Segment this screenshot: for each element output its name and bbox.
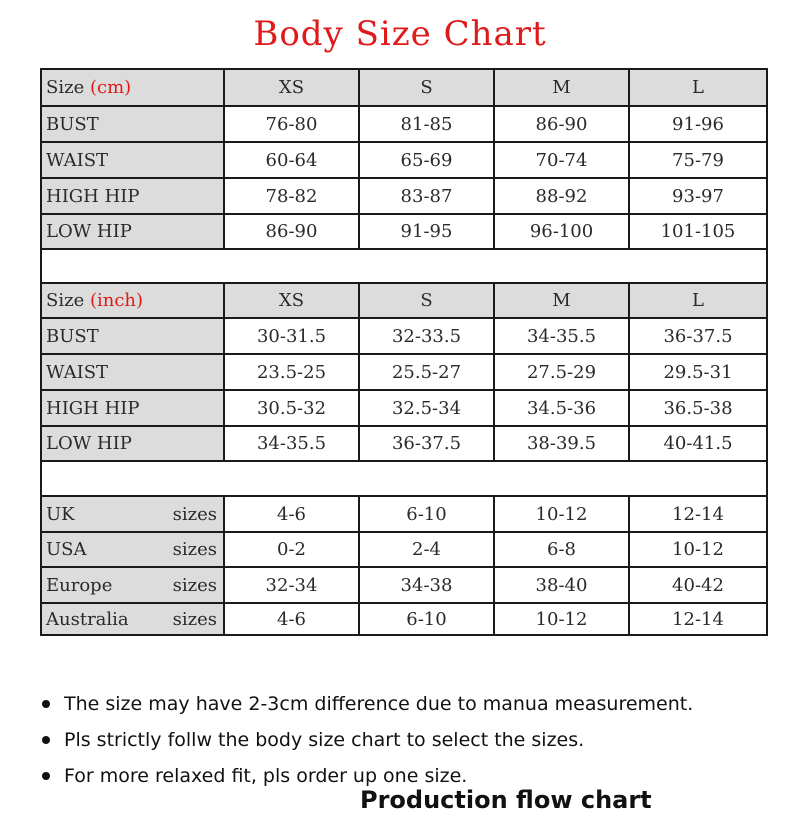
row-label: LOW HIP <box>42 427 225 460</box>
region-suffix: sizes <box>172 539 217 560</box>
table-cell: 65-69 <box>360 143 495 177</box>
table-cell: 10-12 <box>495 604 630 634</box>
table-row <box>42 497 766 531</box>
table-cell: 0-2 <box>225 533 360 566</box>
table-row <box>42 604 766 634</box>
inch-size-label-cell <box>42 284 225 317</box>
cm-col-l: L <box>630 70 766 105</box>
table-cell: 30.5-32 <box>225 391 360 425</box>
table-cell: 6-8 <box>495 533 630 566</box>
inch-col-l: L <box>630 284 766 317</box>
chart-title: Body Size Chart <box>253 14 547 54</box>
list-item <box>40 722 780 758</box>
table-cell: 91-96 <box>630 107 766 141</box>
region-suffix: sizes <box>172 503 217 525</box>
table-cell: 25.5-27 <box>360 355 495 389</box>
table-cell: 34-35.5 <box>225 427 360 460</box>
region-label-cell <box>42 568 225 602</box>
note-text: Pls strictly follw the body size chart to select the sizes. <box>64 729 585 751</box>
table-row <box>42 215 766 248</box>
region-name: UK <box>46 503 75 525</box>
inch-size-label: Size <box>46 290 85 311</box>
table-cell: 12-14 <box>630 604 766 634</box>
table-cell: 86-90 <box>495 107 630 141</box>
table-cell: 83-87 <box>360 179 495 213</box>
region-label-cell <box>42 604 225 634</box>
table-cell: 32-34 <box>225 568 360 602</box>
table-cell: 12-14 <box>630 497 766 531</box>
table-row <box>42 568 766 602</box>
row-label: HIGH HIP <box>42 179 225 213</box>
table-cell: 34-38 <box>360 568 495 602</box>
table-cell: 29.5-31 <box>630 355 766 389</box>
table-row <box>42 143 766 177</box>
table-cell: 34-35.5 <box>495 319 630 353</box>
table-cell: 4-6 <box>225 604 360 634</box>
bullet-icon <box>42 772 50 780</box>
cm-size-label-cell <box>42 70 225 105</box>
region-label-cell <box>42 533 225 566</box>
table-cell: 78-82 <box>225 179 360 213</box>
region-name: Europe <box>46 574 113 596</box>
table-cell: 40-42 <box>630 568 766 602</box>
table-cell: 2-4 <box>360 533 495 566</box>
cm-header-row <box>42 70 766 105</box>
footer-heading-partial: Production flow chart <box>360 786 652 814</box>
bullet-icon <box>42 736 50 744</box>
table-cell: 6-10 <box>360 497 495 531</box>
note-text: For more relaxed fit, pls order up one size. <box>64 765 468 787</box>
table-cell: 60-64 <box>225 143 360 177</box>
table-cell: 93-97 <box>630 179 766 213</box>
inch-col-m: M <box>495 284 630 317</box>
table-row <box>42 355 766 389</box>
region-suffix: sizes <box>172 574 217 596</box>
row-label: BUST <box>42 107 225 141</box>
table-cell: 23.5-25 <box>225 355 360 389</box>
table-row <box>42 179 766 213</box>
table-cell: 10-12 <box>495 497 630 531</box>
table-cell: 96-100 <box>495 215 630 248</box>
table-row <box>42 427 766 460</box>
table-cell: 86-90 <box>225 215 360 248</box>
region-suffix: sizes <box>172 608 217 630</box>
table-cell: 70-74 <box>495 143 630 177</box>
cm-unit-label: (cm) <box>89 77 132 98</box>
table-cell: 36-37.5 <box>360 427 495 460</box>
table-cell: 40-41.5 <box>630 427 766 460</box>
table-cell: 6-10 <box>360 604 495 634</box>
table-cell: 34.5-36 <box>495 391 630 425</box>
table-cell: 36-37.5 <box>630 319 766 353</box>
row-label: BUST <box>42 319 225 353</box>
table-cell: 88-92 <box>495 179 630 213</box>
cm-col-s: S <box>360 70 495 105</box>
table-cell: 4-6 <box>225 497 360 531</box>
table-cell: 76-80 <box>225 107 360 141</box>
table-cell: 38-40 <box>495 568 630 602</box>
table-cell: 38-39.5 <box>495 427 630 460</box>
region-name: USA <box>46 539 87 560</box>
inch-header-row <box>42 284 766 317</box>
cm-col-m: M <box>495 70 630 105</box>
row-label: WAIST <box>42 355 225 389</box>
table-cell: 101-105 <box>630 215 766 248</box>
table-cell: 81-85 <box>360 107 495 141</box>
cm-col-xs: XS <box>225 70 360 105</box>
table-cell: 30-31.5 <box>225 319 360 353</box>
inch-col-xs: XS <box>225 284 360 317</box>
bullet-icon <box>42 700 50 708</box>
table-cell: 10-12 <box>630 533 766 566</box>
table-row <box>42 319 766 353</box>
table-cell: 75-79 <box>630 143 766 177</box>
inch-unit-label: (inch) <box>89 290 144 311</box>
row-label: LOW HIP <box>42 215 225 248</box>
table-row <box>42 533 766 566</box>
table-cell: 27.5-29 <box>495 355 630 389</box>
table-cell: 32-33.5 <box>360 319 495 353</box>
table-row <box>42 107 766 141</box>
region-name: Australia <box>46 608 129 630</box>
inch-col-s: S <box>360 284 495 317</box>
row-label: HIGH HIP <box>42 391 225 425</box>
cm-size-label: Size <box>46 77 85 98</box>
table-cell: 36.5-38 <box>630 391 766 425</box>
list-item <box>40 686 780 722</box>
notes-list <box>40 686 780 794</box>
note-text: The size may have 2-3cm difference due to manua measurement. <box>64 693 694 715</box>
row-label: WAIST <box>42 143 225 177</box>
table-cell: 32.5-34 <box>360 391 495 425</box>
table-row <box>42 391 766 425</box>
region-label-cell <box>42 497 225 531</box>
size-chart-table <box>40 68 768 636</box>
table-cell: 91-95 <box>360 215 495 248</box>
